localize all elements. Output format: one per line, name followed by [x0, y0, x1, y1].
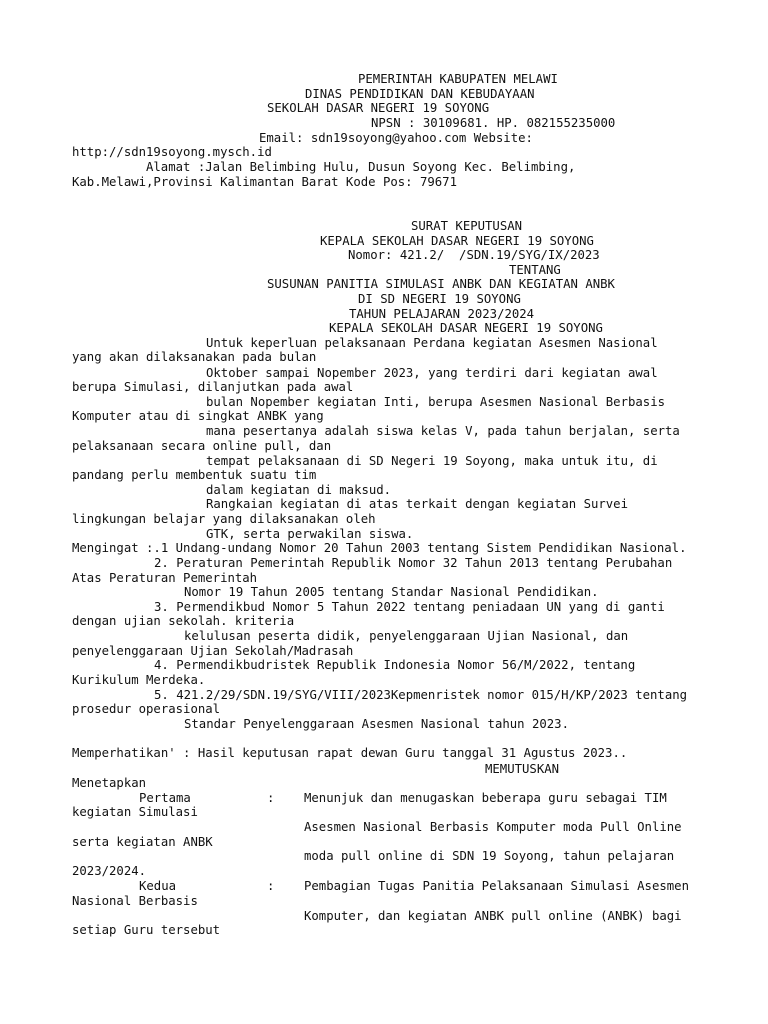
paragraph-line: yang akan dilaksanakan pada bulan — [72, 350, 317, 364]
title-tentang: TENTANG — [509, 263, 561, 277]
header-government: PEMERINTAH KABUPATEN MELAWI — [358, 72, 558, 86]
header-address-cont: Kab.Melawi,Provinsi Kalimantan Barat Kode Pos: 79671 — [72, 175, 457, 189]
mengingat-line: kelulusan peserta didik, penyelenggaraan Ujian Nasional, dan — [184, 629, 629, 643]
paragraph-line: mana pesertanya adalah siswa kelas V, pada tahun berjalan, serta — [206, 424, 680, 438]
mengingat-line: Nomor 19 Tahun 2005 tentang Standar Nasional Pendidikan. — [184, 585, 599, 599]
pertama-line: kegiatan Simulasi — [72, 805, 198, 819]
memutuskan-heading: MEMUTUSKAN — [485, 762, 560, 776]
kedua-line: Komputer, dan kegiatan ANBK pull online (ANBK) bagi — [304, 909, 682, 923]
pertama-line: serta kegiatan ANBK — [72, 835, 213, 849]
paragraph-line: pelaksanaan secara online pull, dan — [72, 439, 332, 453]
mengingat-line: 4. Permendikbudristek Republik Indonesia Nomor 56/M/2022, tentang — [154, 658, 636, 672]
title-kepala-sekolah-2: KEPALA SEKOLAH DASAR NEGERI 19 SOYONG — [329, 321, 603, 335]
paragraph-line: Komputer atau di singkat ANBK yang — [72, 409, 324, 423]
title-school-year: TAHUN PELAJARAN 2023/2024 — [349, 307, 535, 321]
mengingat-line: Standar Penyelenggaraan Asesmen Nasional tahun 2023. — [184, 717, 569, 731]
header-email: Email: sdn19soyong@yahoo.com Website: — [259, 131, 533, 145]
kedua-line: Nasional Berbasis — [72, 894, 198, 908]
pertama-line: Asesmen Nasional Berbasis Komputer moda Pull Online — [304, 820, 682, 834]
mengingat-line: Kurikulum Merdeka. — [72, 673, 206, 687]
kedua-line: Pembagian Tugas Panitia Pelaksanaan Simulasi Asesmen — [304, 879, 689, 893]
title-surat-keputusan: SURAT KEPUTUSAN — [411, 219, 523, 233]
paragraph-line: pandang perlu membentuk suatu tim — [72, 468, 317, 482]
paragraph-line: Rangkaian kegiatan di atas terkait dengan kegiatan Survei — [206, 497, 628, 511]
title-location: DI SD NEGERI 19 SOYONG — [358, 292, 521, 306]
header-address: Alamat :Jalan Belimbing Hulu, Dusun Soyong Kec. Belimbing, — [146, 160, 576, 174]
paragraph-line: Oktober sampai Nopember 2023, yang terdiri dari kegiatan awal — [206, 366, 658, 380]
paragraph-line: lingkungan belajar yang dilaksanakan oleh — [72, 512, 376, 526]
kedua-colon: : — [267, 879, 275, 893]
memperhatikan-line: Memperhatikan' : Hasil keputusan rapat dewan Guru tanggal 31 Agustus 2023.. — [72, 746, 628, 760]
mengingat-line: 3. Permendikbud Nomor 5 Tahun 2022 tentang peniadaan UN yang di ganti — [154, 600, 665, 614]
mengingat-line: 5. 421.2/29/SDN.19/SYG/VIII/2023Kepmenristek nomor 015/H/KP/2023 tentang — [154, 688, 688, 702]
mengingat-line: 2. Peraturan Pemerintah Republik Nomor 32 Tahun 2013 tentang Perubahan — [154, 556, 673, 570]
pertama-line: moda pull online di SDN 19 Soyong, tahun pelajaran — [304, 849, 675, 863]
paragraph-line: dalam kegiatan di maksud. — [206, 483, 392, 497]
header-website: http://sdn19soyong.mysch.id — [72, 145, 272, 159]
title-subject: SUSUNAN PANITIA SIMULASI ANBK DAN KEGIATAN ANBK — [267, 277, 615, 291]
mengingat-line: Mengingat :.1 Undang-undang Nomor 20 Tahun 2003 tentang Sistem Pendidikan Nasional. — [72, 541, 687, 555]
paragraph-line: tempat pelaksanaan di SD Negeri 19 Soyong, maka untuk itu, di — [206, 454, 658, 468]
header-school-name: SEKOLAH DASAR NEGERI 19 SOYONG — [267, 101, 490, 115]
pertama-line: 2023/2024. — [72, 864, 147, 878]
mengingat-line: dengan ujian sekolah. kriteria — [72, 614, 295, 628]
mengingat-line: prosedur operasional — [72, 702, 221, 716]
mengingat-line: penyelenggaraan Ujian Sekolah/Madrasah — [72, 644, 354, 658]
kedua-label: Kedua — [139, 879, 177, 893]
mengingat-line: Atas Peraturan Pemerintah — [72, 571, 258, 585]
menetapkan-label: Menetapkan — [72, 776, 147, 790]
header-department: DINAS PENDIDIKAN DAN KEBUDAYAAN — [305, 87, 535, 101]
kedua-line: setiap Guru tersebut — [72, 923, 221, 937]
paragraph-line: Untuk keperluan pelaksanaan Perdana kegiatan Asesmen Nasional — [206, 336, 658, 350]
title-kepala-sekolah: KEPALA SEKOLAH DASAR NEGERI 19 SOYONG — [320, 234, 594, 248]
pertama-label: Pertama — [139, 791, 191, 805]
pertama-colon: : — [267, 791, 275, 805]
header-npsn-phone: NPSN : 30109681. HP. 082155235000 — [371, 116, 616, 130]
pertama-line: Menunjuk dan menugaskan beberapa guru sebagai TIM — [304, 791, 667, 805]
paragraph-line: GTK, serta perwakilan siswa. — [206, 527, 414, 541]
title-nomor: Nomor: 421.2/ /SDN.19/SYG/IX/2023 — [348, 248, 600, 262]
paragraph-line: berupa Simulasi, dilanjutkan pada awal — [72, 380, 354, 394]
paragraph-line: bulan Nopember kegiatan Inti, berupa Asesmen Nasional Berbasis — [206, 395, 666, 409]
